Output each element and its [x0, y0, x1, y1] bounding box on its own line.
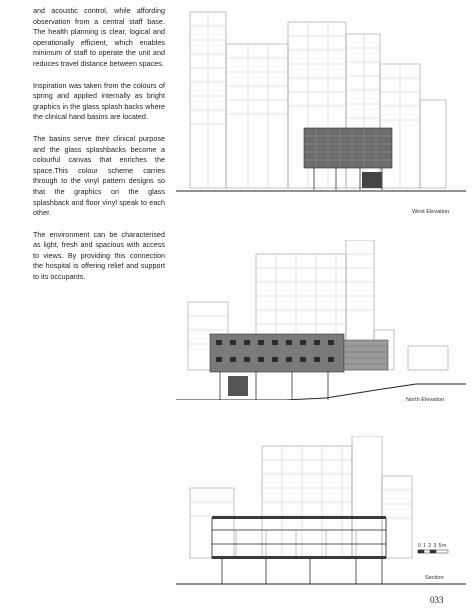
- north-elevation-drawing: [176, 240, 466, 400]
- section-caption: Section: [425, 575, 444, 581]
- north-elevation-caption: North Elevation: [406, 397, 445, 403]
- page-number: 033: [430, 595, 444, 605]
- scale-label: 0 1 2 3 5m: [418, 543, 447, 549]
- paragraph-2: Inspiration was taken from the colours of spring and applied internally as bright graphics in the glass splash backs where the clinical hand basins are located.: [33, 81, 165, 122]
- west-elevation-drawing: [176, 4, 466, 208]
- west-elevation-caption: West Elevation: [412, 209, 450, 215]
- paragraph-3: The basins serve their clinical purpose and the glass splashbacks become a colourful canvas that enriches the space.This colour scheme carries through to the vinyl pattern designs so that the graphics on the glass splashback and floor vinyl speak to each other.: [33, 134, 165, 218]
- body-text-column: [33, 6, 165, 294]
- paragraph-4: The environment can be characterised as light, fresh and spacious with access to views. By providing this connection the hospital is offering relief and support to its occupants.: [33, 230, 165, 282]
- paragraph-1: and acoustic control, while affording observation from a central staff base. The health planning is clear, logical and operationally efficient, which enables minimum of staff to operate the unit and reduces travel distance between spaces.: [33, 7, 165, 68]
- section-drawing: [176, 436, 466, 586]
